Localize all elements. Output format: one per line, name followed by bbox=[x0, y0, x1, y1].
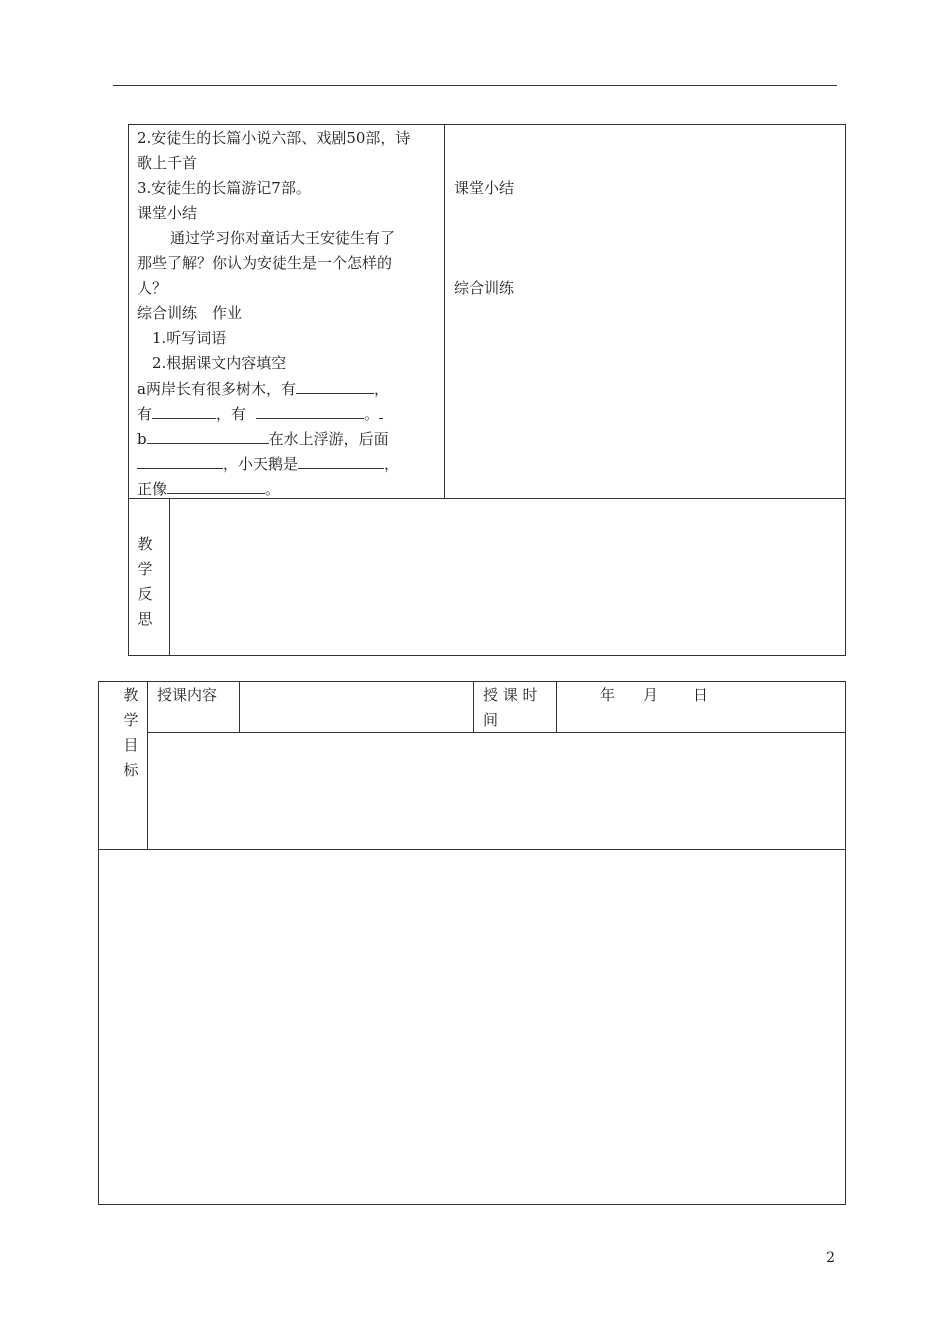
fill-text: a两岸长有很多树木，有 bbox=[137, 380, 296, 398]
content-line: 2.根据课文内容填空 bbox=[152, 354, 287, 372]
content-line: 人？ bbox=[137, 279, 168, 297]
fill-blank-line bbox=[137, 428, 389, 449]
page-number: 2 bbox=[826, 1250, 835, 1266]
lesson-time-label: 授 课 时 bbox=[483, 686, 538, 704]
content-line: 通过学习你对童话大王安徒生有了 bbox=[170, 229, 396, 247]
lesson-time-label-cont: 间 bbox=[483, 711, 499, 729]
fill-text: ， bbox=[373, 380, 389, 398]
training-label: 综合训练 bbox=[454, 279, 515, 297]
fill-text: b bbox=[137, 430, 147, 448]
fill-blank bbox=[296, 378, 374, 394]
section-heading-training: 综合训练 作业 bbox=[137, 304, 243, 322]
header-divider-1 bbox=[239, 681, 240, 732]
goal-label-divider bbox=[147, 681, 148, 849]
fill-blank bbox=[167, 478, 265, 494]
reflection-label-divider bbox=[169, 498, 170, 656]
fill-text: 。 bbox=[364, 405, 380, 423]
fill-blank bbox=[256, 403, 364, 419]
fill-text: 正像 bbox=[137, 480, 168, 498]
date-day: 日 bbox=[693, 686, 709, 704]
fill-blank bbox=[137, 453, 223, 469]
date-year: 年 bbox=[600, 686, 616, 704]
fill-blank-line bbox=[137, 378, 389, 399]
teaching-goal-label: 教学目标 bbox=[123, 686, 139, 779]
content-line: 歌上千首 bbox=[137, 154, 198, 172]
fill-blank bbox=[152, 403, 216, 419]
upper-table-column-divider bbox=[444, 124, 445, 499]
fill-blank-line bbox=[137, 453, 399, 474]
fill-text: 。 bbox=[265, 480, 281, 498]
header-row-divider bbox=[147, 732, 846, 733]
date-month: 月 bbox=[643, 686, 659, 704]
content-line: 那些了解？你认为安徒生是一个怎样的 bbox=[137, 254, 393, 272]
header-divider-3 bbox=[556, 681, 557, 732]
fill-blank bbox=[147, 428, 269, 444]
content-line: 1.听写词语 bbox=[152, 329, 227, 347]
fill-text: ， bbox=[384, 455, 400, 473]
content-line: 2.安徒生的长篇小说六部、戏剧50部，诗 bbox=[137, 129, 411, 147]
fill-text: ，小天鹅是 bbox=[223, 455, 299, 473]
fill-blank-line bbox=[137, 403, 383, 424]
fill-blank bbox=[298, 453, 384, 469]
summary-label: 课堂小结 bbox=[454, 179, 515, 197]
fill-text: ，有 bbox=[216, 405, 247, 423]
lesson-content-label: 授课内容 bbox=[157, 686, 218, 704]
fill-blank bbox=[379, 403, 383, 419]
header-divider-2 bbox=[473, 681, 474, 732]
header-rule bbox=[113, 85, 837, 86]
lower-table bbox=[98, 681, 846, 1205]
fill-blank-line bbox=[137, 478, 280, 499]
content-line: 3.安徒生的长篇游记7部。 bbox=[137, 179, 311, 197]
section-heading-summary: 课堂小结 bbox=[137, 204, 198, 222]
goal-row-divider bbox=[98, 849, 846, 850]
fill-text: 有 bbox=[137, 405, 153, 423]
fill-text: 在水上浮游，后面 bbox=[268, 430, 389, 448]
teaching-reflection-label: 教学反思 bbox=[137, 535, 153, 628]
